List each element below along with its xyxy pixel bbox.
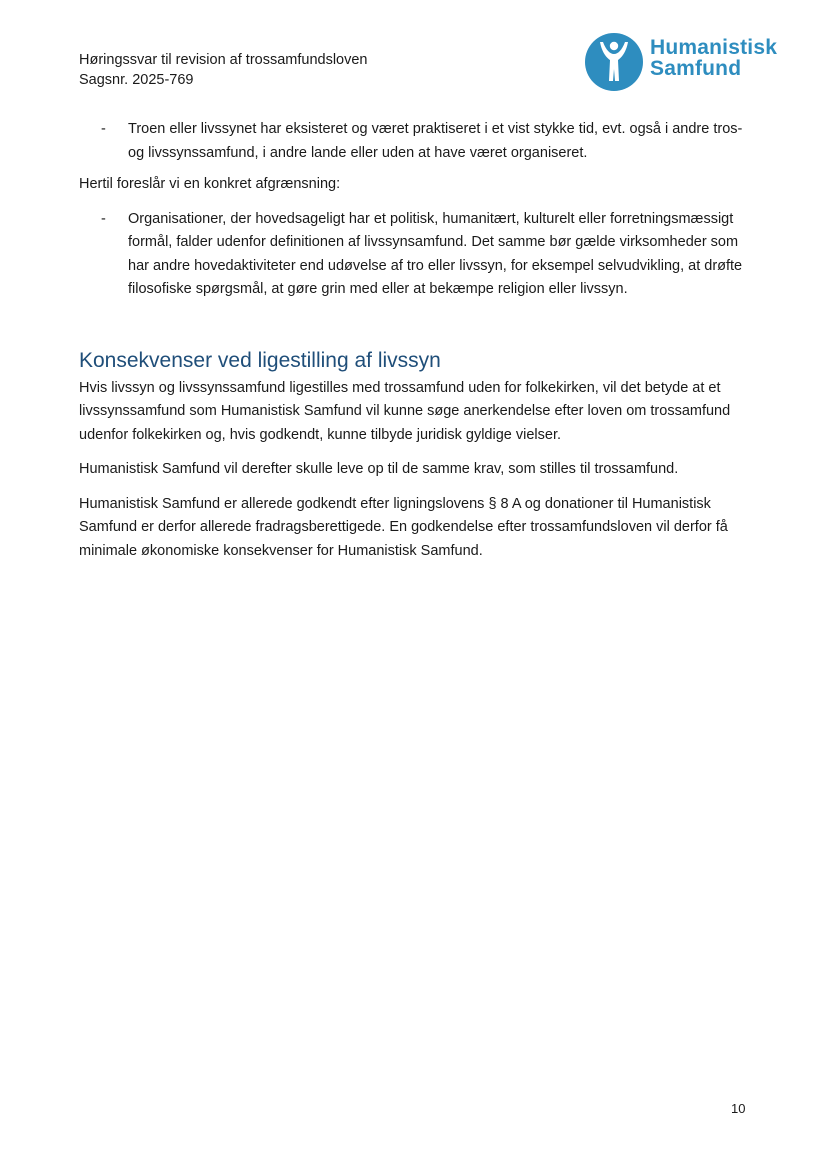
intro-paragraph: Hertil foreslår vi en konkret afgrænsning: <box>79 176 341 192</box>
page-number: 10 <box>731 1101 746 1116</box>
logo-wordmark <box>650 37 777 79</box>
document-body <box>79 118 751 574</box>
list-item <box>79 118 751 165</box>
section-paragraph: Humanistisk Samfund vil derefter skulle leve op til de samme krav, som stilles til trossamfund. <box>79 461 679 477</box>
document-title: Høringssvar til revision af trossamfundsloven <box>79 52 368 68</box>
bullet-dash: - <box>101 210 106 227</box>
bullet-dash: - <box>101 121 106 137</box>
section-paragraph: Hvis livssyn og livssynssamfund ligestilles med trossamfund uden for folkekirken, vil det betyde at et livssynssamfund som Humanistisk Samfund vil kunne søge anerkendelse efter loven om trossamfund udenfor folkekirken og, hvis godkendt, kunne tilbyde juridisk gyldige vielser. <box>79 379 731 443</box>
humanistisk-samfund-logo <box>585 33 785 91</box>
logo-line-1: Humanistisk <box>650 36 778 59</box>
list-item <box>79 208 751 302</box>
humanist-figure-icon <box>585 33 643 91</box>
logo-line-2: Samfund <box>650 57 742 80</box>
list-item-text: Organisationer, der hovedsageligt har et politisk, humanitært, kulturelt eller forretningsmæssigt formål, falder udenfor definitionen af livssynsamfund. Det samme bør gælde virksomheder som har andre hovedaktiviteter end udøvelse af tro eller livssyn, for eksempel selvudvikling, at drøfte filosofiske spørgsmål, at gøre grin med eller at bekæmpe religion eller livssyn. <box>128 210 743 297</box>
section-heading: Konsekvenser ved ligestilling af livssyn <box>79 348 441 372</box>
document-header <box>79 50 368 90</box>
list-item-text: Troen eller livssynet har eksisteret og været praktiseret i et vist stykke tid, evt. også i andre tros- og livssynssamfund, i andre lande eller uden at have været organiseret. <box>128 121 743 161</box>
section-paragraph: Humanistisk Samfund er allerede godkendt efter ligningslovens § 8 A og donationer til Humanistisk Samfund er derfor allerede fradragsberettigede. En godkendelse efter trossamfundsloven vil derfor få minimale økonomiske konsekvenser for Humanistisk Samfund. <box>79 495 728 559</box>
case-number: Sagsnr. 2025-769 <box>79 72 194 88</box>
